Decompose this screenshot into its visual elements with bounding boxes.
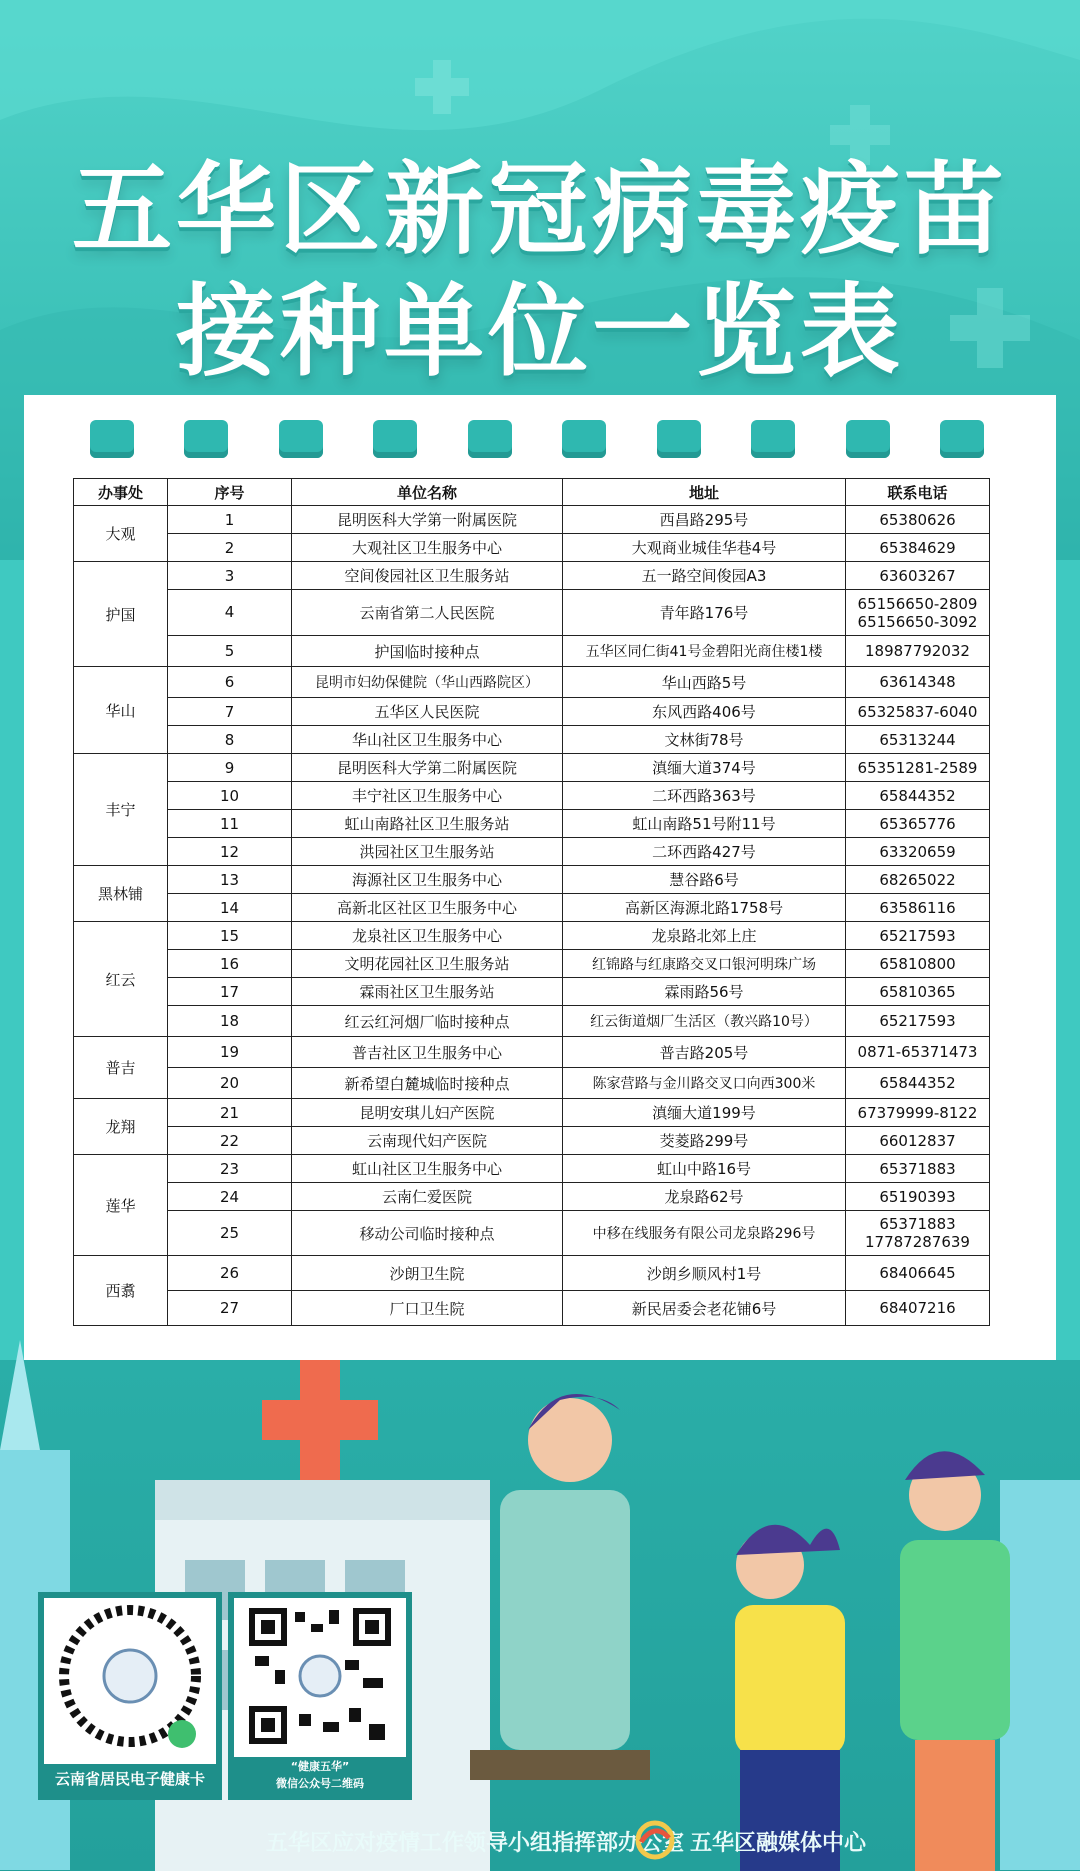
number-cell: 12 xyxy=(168,838,292,866)
header-number: 序号 xyxy=(168,479,292,506)
table-row xyxy=(74,1006,990,1037)
unit-name-cell: 霖雨社区卫生服务站 xyxy=(292,978,563,1006)
footer-organization: 五华区应对疫情工作领导小组指挥部办公室 xyxy=(266,1831,685,1856)
phone-cell: 63614348 xyxy=(846,667,990,698)
unit-name-cell: 云南仁爱医院 xyxy=(292,1183,563,1211)
number-cell: 9 xyxy=(168,754,292,782)
address-cell: 五一路空间俊园A3 xyxy=(563,562,846,590)
unit-name-cell: 云南现代妇产医院 xyxy=(292,1127,563,1155)
number-cell: 5 xyxy=(168,636,292,667)
board-tab xyxy=(468,420,512,458)
unit-name-cell: 虹山南路社区卫生服务站 xyxy=(292,810,563,838)
table-row xyxy=(74,590,990,636)
number-cell: 24 xyxy=(168,1183,292,1211)
unit-name-cell: 空间俊园社区卫生服务站 xyxy=(292,562,563,590)
number-cell: 10 xyxy=(168,782,292,810)
table-row xyxy=(74,1068,990,1099)
qr-caption: 云南省居民电子健康卡 xyxy=(44,1764,216,1794)
header-office: 办事处 xyxy=(74,479,168,506)
number-cell: 2 xyxy=(168,534,292,562)
board-tab xyxy=(940,420,984,458)
table-header-row xyxy=(74,479,990,506)
office-cell: 西翥 xyxy=(74,1256,168,1326)
address-cell: 新民居委会老花铺6号 xyxy=(563,1291,846,1326)
unit-name-cell: 大观社区卫生服务中心 xyxy=(292,534,563,562)
address-cell: 文林街78号 xyxy=(563,726,846,754)
table-row xyxy=(74,1291,990,1326)
board-tab xyxy=(90,420,134,458)
unit-name-cell: 厂口卫生院 xyxy=(292,1291,563,1326)
unit-name-cell: 龙泉社区卫生服务中心 xyxy=(292,922,563,950)
number-cell: 16 xyxy=(168,950,292,978)
phone-cell: 65313244 xyxy=(846,726,990,754)
address-cell: 虹山南路51号附11号 xyxy=(563,810,846,838)
address-cell: 茭菱路299号 xyxy=(563,1127,846,1155)
medical-cross-icon xyxy=(262,1360,378,1480)
table-row xyxy=(74,1256,990,1291)
phone-cell: 65351281-2589 xyxy=(846,754,990,782)
table-row xyxy=(74,978,990,1006)
phone-cell: 65217593 xyxy=(846,1006,990,1037)
address-cell: 华山西路5号 xyxy=(563,667,846,698)
office-cell: 黑林铺 xyxy=(74,866,168,922)
unit-name-cell: 移动公司临时接种点 xyxy=(292,1211,563,1256)
address-cell: 高新区海源北路1758号 xyxy=(563,894,846,922)
number-cell: 15 xyxy=(168,922,292,950)
board-tab xyxy=(751,420,795,458)
board-tab xyxy=(562,420,606,458)
phone-cell: 65380626 xyxy=(846,506,990,534)
table-row xyxy=(74,636,990,667)
address-cell: 西昌路295号 xyxy=(563,506,846,534)
page-title-line1: 五华区新冠病毒疫苗 xyxy=(72,151,1008,268)
qr-caption-line: 微信公众号二维码 xyxy=(276,1777,364,1790)
table-row xyxy=(74,838,990,866)
header-phone: 联系电话 xyxy=(846,479,990,506)
unit-name-cell: 洪园社区卫生服务站 xyxy=(292,838,563,866)
number-cell: 20 xyxy=(168,1068,292,1099)
address-cell: 虹山中路16号 xyxy=(563,1155,846,1183)
address-cell: 五华区同仁街41号金碧阳光商住楼1楼 xyxy=(563,636,846,667)
table-row xyxy=(74,667,990,698)
number-cell: 22 xyxy=(168,1127,292,1155)
phone-cell: 65365776 xyxy=(846,810,990,838)
office-cell: 龙翔 xyxy=(74,1099,168,1155)
unit-name-cell: 文明花园社区卫生服务站 xyxy=(292,950,563,978)
phone-cell: 63603267 xyxy=(846,562,990,590)
address-cell: 霖雨路56号 xyxy=(563,978,846,1006)
board-tab xyxy=(846,420,890,458)
phone-cell: 65190393 xyxy=(846,1183,990,1211)
address-cell: 滇缅大道374号 xyxy=(563,754,846,782)
table-row xyxy=(74,1211,990,1256)
table-row xyxy=(74,1099,990,1127)
number-cell: 27 xyxy=(168,1291,292,1326)
address-cell: 普吉路205号 xyxy=(563,1037,846,1068)
wechat-account-qr[interactable] xyxy=(228,1592,412,1800)
table-row xyxy=(74,810,990,838)
phone-cell: 65844352 xyxy=(846,782,990,810)
address-cell: 青年路176号 xyxy=(563,590,846,636)
phone-cell: 18987792032 xyxy=(846,636,990,667)
address-cell: 陈家营路与金川路交叉口向西300米 xyxy=(563,1068,846,1099)
qr-code-icon xyxy=(50,1604,210,1754)
table-row xyxy=(74,1183,990,1211)
health-card-qr[interactable] xyxy=(38,1592,222,1800)
table-row xyxy=(74,562,990,590)
board-tab xyxy=(657,420,701,458)
table-row xyxy=(74,1037,990,1068)
table-row xyxy=(74,950,990,978)
phone-cell: 67379999-8122 xyxy=(846,1099,990,1127)
address-cell: 沙朗乡顺风村1号 xyxy=(563,1256,846,1291)
table-row xyxy=(74,894,990,922)
address-cell: 龙泉路北郊上庄 xyxy=(563,922,846,950)
number-cell: 26 xyxy=(168,1256,292,1291)
phone-line: 65156650-3092 xyxy=(857,612,978,631)
unit-name-cell: 云南省第二人民医院 xyxy=(292,590,563,636)
office-cell: 红云 xyxy=(74,922,168,1037)
number-cell: 11 xyxy=(168,810,292,838)
office-cell: 护国 xyxy=(74,562,168,667)
number-cell: 1 xyxy=(168,506,292,534)
unit-name-cell: 红云红河烟厂临时接种点 xyxy=(292,1006,563,1037)
address-cell: 慧谷路6号 xyxy=(563,866,846,894)
unit-name-cell: 昆明医科大学第一附属医院 xyxy=(292,506,563,534)
number-cell: 17 xyxy=(168,978,292,1006)
office-cell: 莲华 xyxy=(74,1155,168,1256)
qr-code-icon xyxy=(245,1604,395,1748)
phone-line: 65156650-2809 xyxy=(857,594,978,613)
phone-line: 17787287639 xyxy=(865,1233,970,1251)
footer-media-center: 五华区融媒体中心 xyxy=(690,1831,867,1856)
board-tab xyxy=(373,420,417,458)
unit-name-cell: 高新北区社区卫生服务中心 xyxy=(292,894,563,922)
office-cell: 华山 xyxy=(74,667,168,754)
number-cell: 6 xyxy=(168,667,292,698)
table-row xyxy=(74,698,990,726)
address-cell: 二环西路427号 xyxy=(563,838,846,866)
number-cell: 21 xyxy=(168,1099,292,1127)
table-row xyxy=(74,726,990,754)
table-row xyxy=(74,534,990,562)
unit-name-cell: 普吉社区卫生服务中心 xyxy=(292,1037,563,1068)
number-cell: 14 xyxy=(168,894,292,922)
address-cell: 龙泉路62号 xyxy=(563,1183,846,1211)
number-cell: 7 xyxy=(168,698,292,726)
table-row xyxy=(74,782,990,810)
table-row xyxy=(74,1155,990,1183)
unit-name-cell: 护国临时接种点 xyxy=(292,636,563,667)
qr-caption-line: “健康五华” xyxy=(290,1760,350,1773)
phone-cell xyxy=(846,1211,990,1256)
office-cell: 丰宁 xyxy=(74,754,168,866)
phone-cell: 65384629 xyxy=(846,534,990,562)
unit-name-cell: 沙朗卫生院 xyxy=(292,1256,563,1291)
table-row xyxy=(74,922,990,950)
phone-cell: 63586116 xyxy=(846,894,990,922)
phone-cell: 68406645 xyxy=(846,1256,990,1291)
address-cell: 红云街道烟厂生活区（教兴路10号） xyxy=(563,1006,846,1037)
phone-cell: 65844352 xyxy=(846,1068,990,1099)
office-cell: 大观 xyxy=(74,506,168,562)
phone-cell xyxy=(846,590,990,636)
address-cell: 滇缅大道199号 xyxy=(563,1099,846,1127)
number-cell: 13 xyxy=(168,866,292,894)
header-address: 地址 xyxy=(563,479,846,506)
unit-name-cell: 昆明市妇幼保健院（华山西路院区） xyxy=(292,667,563,698)
page-title-line2: 接种单位一览表 xyxy=(176,273,904,390)
number-cell: 25 xyxy=(168,1211,292,1256)
unit-name-cell: 新希望白麓城临时接种点 xyxy=(292,1068,563,1099)
phone-cell: 63320659 xyxy=(846,838,990,866)
table-row xyxy=(74,866,990,894)
unit-name-cell: 丰宁社区卫生服务中心 xyxy=(292,782,563,810)
number-cell: 8 xyxy=(168,726,292,754)
qr-caption xyxy=(234,1757,406,1794)
phone-cell: 66012837 xyxy=(846,1127,990,1155)
header-unit-name: 单位名称 xyxy=(292,479,563,506)
unit-name-cell: 五华区人民医院 xyxy=(292,698,563,726)
phone-cell: 65371883 xyxy=(846,1155,990,1183)
address-cell: 二环西路363号 xyxy=(563,782,846,810)
address-cell: 红锦路与红康路交叉口银河明珠广场 xyxy=(563,950,846,978)
table-row xyxy=(74,1127,990,1155)
vaccination-sites-table xyxy=(73,478,990,1326)
address-cell: 东风西路406号 xyxy=(563,698,846,726)
number-cell: 19 xyxy=(168,1037,292,1068)
unit-name-cell: 华山社区卫生服务中心 xyxy=(292,726,563,754)
table-row xyxy=(74,506,990,534)
office-cell: 普吉 xyxy=(74,1037,168,1099)
number-cell: 3 xyxy=(168,562,292,590)
phone-cell: 65217593 xyxy=(846,922,990,950)
number-cell: 23 xyxy=(168,1155,292,1183)
unit-name-cell: 虹山社区卫生服务中心 xyxy=(292,1155,563,1183)
phone-cell: 68265022 xyxy=(846,866,990,894)
phone-line: 65371883 xyxy=(879,1215,956,1233)
phone-cell: 0871-65371473 xyxy=(846,1037,990,1068)
table-row xyxy=(74,754,990,782)
address-cell: 中移在线服务有限公司龙泉路296号 xyxy=(563,1211,846,1256)
number-cell: 4 xyxy=(168,590,292,636)
unit-name-cell: 昆明安琪儿妇产医院 xyxy=(292,1099,563,1127)
unit-name-cell: 海源社区卫生服务中心 xyxy=(292,866,563,894)
board-tab xyxy=(184,420,228,458)
number-cell: 18 xyxy=(168,1006,292,1037)
phone-cell: 65325837-6040 xyxy=(846,698,990,726)
board-tab xyxy=(279,420,323,458)
phone-cell: 68407216 xyxy=(846,1291,990,1326)
address-cell: 大观商业城佳华巷4号 xyxy=(563,534,846,562)
media-center-logo-icon xyxy=(633,1820,677,1860)
phone-cell: 65810365 xyxy=(846,978,990,1006)
unit-name-cell: 昆明医科大学第二附属医院 xyxy=(292,754,563,782)
phone-cell: 65810800 xyxy=(846,950,990,978)
